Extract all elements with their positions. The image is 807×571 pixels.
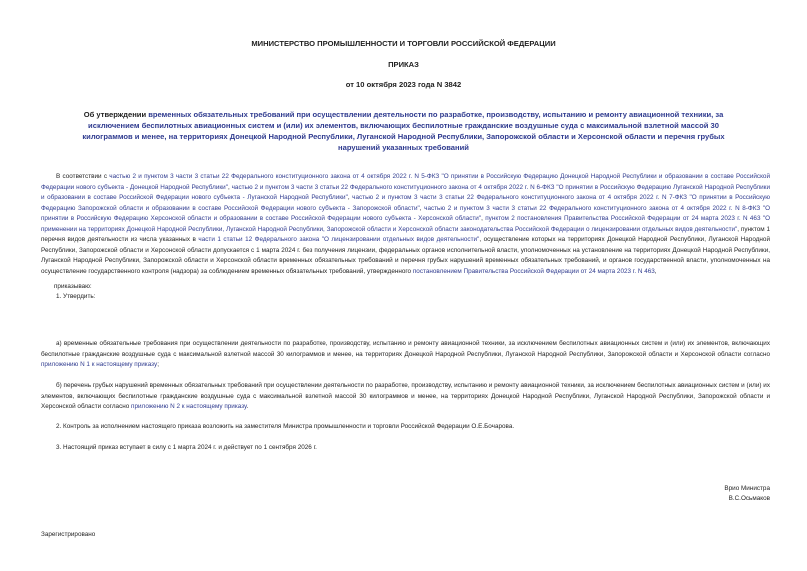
doc-type-heading: ПРИКАЗ: [388, 60, 419, 69]
preamble-paragraph: [41, 172, 770, 277]
item-a-end: ;: [157, 361, 159, 369]
registered-label: Зарегистрировано: [41, 531, 96, 538]
decree-link-463[interactable]: постановлением Правительства Российской Федерации от 24 марта 2023 г. N 463: [412, 267, 655, 275]
law-link-dnr[interactable]: частью 2 и пунктом 3 части 3 статьи 22 Федерального конституционного закона от 4 октября 2022 г. N 5-ФКЗ "О принятии в Российскую Федерацию Донецкой Народной Республики и образовании в составе Российской Федерации нового субъекта - Донецкой Народной Республики": [41, 173, 770, 191]
item-b-text: б) перечень грубых нарушений временных обязательных требований при осуществлении деятельности по разработке, производству, испытанию и ремонту авиационной техники, за исключением беспилотных авиационных систем и (или) их элементов, включающих беспилотные гражданские воздушные суда с максимальной взлетной массой 30 килограммов и менее, на территориях Донецкой Народной Республики, Луганской Народной Республики, Запорожской области и Херсонской области согласно: [41, 382, 770, 411]
document-title: [62, 110, 745, 154]
item-b-paragraph: [41, 381, 770, 413]
preamble-text: ,: [347, 194, 353, 202]
preamble-text: ,: [481, 215, 486, 223]
appendix-1-link[interactable]: приложению N 1 к настоящему приказу: [41, 361, 158, 369]
preamble-text: , пунктом 1 перечня видов деятельности из числа указанных в: [41, 225, 771, 244]
item-a-paragraph: [41, 339, 770, 371]
law-link-kherson[interactable]: частью 2 и пунктом 3 части 3 статьи 22 Федерального конституционного закона от 4 октября 2022 г. N 8-ФКЗ "О принятии в Российскую Федерацию Херсонской области и образовании в составе Российской Федерации нового субъекта - Херсонской области": [41, 204, 770, 223]
item-a-text: а) временные обязательные требования при осуществлении деятельности по разработке, производству, испытанию и ремонту авиационной техники, за исключением беспилотных авиационных систем и (или) их элементов, включающих беспилотные гражданские воздушные суда с максимальной взлетной массой 30 килограммов и менее, на территориях Донецкой Народной Республики, Луганской Народной Республики, Запорожской области и Херсонской области согласно: [41, 340, 770, 358]
preamble-text: ,: [227, 183, 232, 191]
item-3-effective: 3. Настоящий приказ вступает в силу с 1 марта 2024 г. и действует по 1 сентября 2026 г.: [56, 444, 317, 451]
prikazyvayu-label: приказываю:: [54, 283, 92, 290]
item-b-end: .: [246, 403, 249, 411]
preamble-text: ,: [654, 267, 657, 275]
item-2-control: 2. Контроль за исполнением настоящего приказа возложить на заместителя Министра промышленности и торговли Российской Федерации О.Е.Бочарова.: [56, 423, 515, 430]
appendix-2-link[interactable]: приложению N 2 к настоящему приказу: [131, 403, 247, 411]
law-link-zaporozhye[interactable]: частью 2 и пунктом 3 части 3 статьи 22 Федерального конституционного закона от 4 октября 2022 г. N 7-ФКЗ "О принятии в Российскую Федерацию Запорожской области и образовании в составе Российской Федерации нового субъекта - Запорожской области": [41, 194, 771, 212]
preamble-text: , осуществление которых на территориях Донецкой Народной Республики, Луганской Народной Республики, Запорожской области и Херсонской области допускается с 1 марта 2024 г. без получения лицензии, федеральных органов исполнительной власти, уполномоченных на установление на территориях Донецкой Народной Республики, Луганской Народной Республики, Запорожской области и Херсонской области временных обязательных требований и перечня грубых нарушений временных обязательных требований, и органов государственной власти, уполномоченных на осуществление государственного контроля (надзора) за соблюдением временных обязательных требований, утвержденного: [41, 236, 770, 275]
signature-position: Врио Министра: [724, 485, 770, 492]
signature-name: В.С.Осьмаков: [728, 495, 770, 502]
licensing-law-link[interactable]: части 1 статьи 12 Федерального закона "О лицензировании отдельных видов деятельности": [198, 236, 480, 244]
decree-link-463-p2[interactable]: пунктом 2 постановления Правительства Российской Федерации от 24 марта 2023 г. N 463 "О применении на территориях Донецкой Народной Республики, Луганской Народной Республики, Запорожской области и Херсонской области законодательства Российской Федерации о лицензировании отдельных видов деятельности": [41, 215, 771, 233]
title-prefix: Об утверждении: [83, 110, 149, 119]
item-1-approve: 1. Утвердить:: [56, 293, 96, 300]
law-link-lnr[interactable]: частью 2 и пунктом 3 части 3 статьи 22 Федерального конституционного закона от 4 октября 2022 г. N 6-ФКЗ "О принятии в Российскую Федерацию Луганской Народной Республики и образовании в составе Российской Федерации нового субъекта - Луганской Народной Республики": [41, 183, 770, 202]
preamble-text: ,: [419, 204, 425, 212]
ministry-heading: МИНИСТЕРСТВО ПРОМЫШЛЕННОСТИ И ТОРГОВЛИ РОССИЙСКОЙ ФЕДЕРАЦИИ: [251, 39, 556, 48]
title-link[interactable]: временных обязательных требований при осуществлении деятельности по разработке, производству, испытанию и ремонту авиационной техники, за исключением беспилотных авиационных систем и (или) их элементов, включающих беспилотные гражданские воздушные суда с максимальной взлетной массой 30 килограммов и менее, на территориях Донецкой Народной Республики, Луганской Народной Республики, Запорожской области и Херсонской области и перечня грубых нарушений указанных требований: [82, 110, 725, 152]
preamble-text: В соответствии с: [56, 173, 110, 180]
date-number: от 10 октября 2023 года N 3842: [345, 80, 462, 89]
